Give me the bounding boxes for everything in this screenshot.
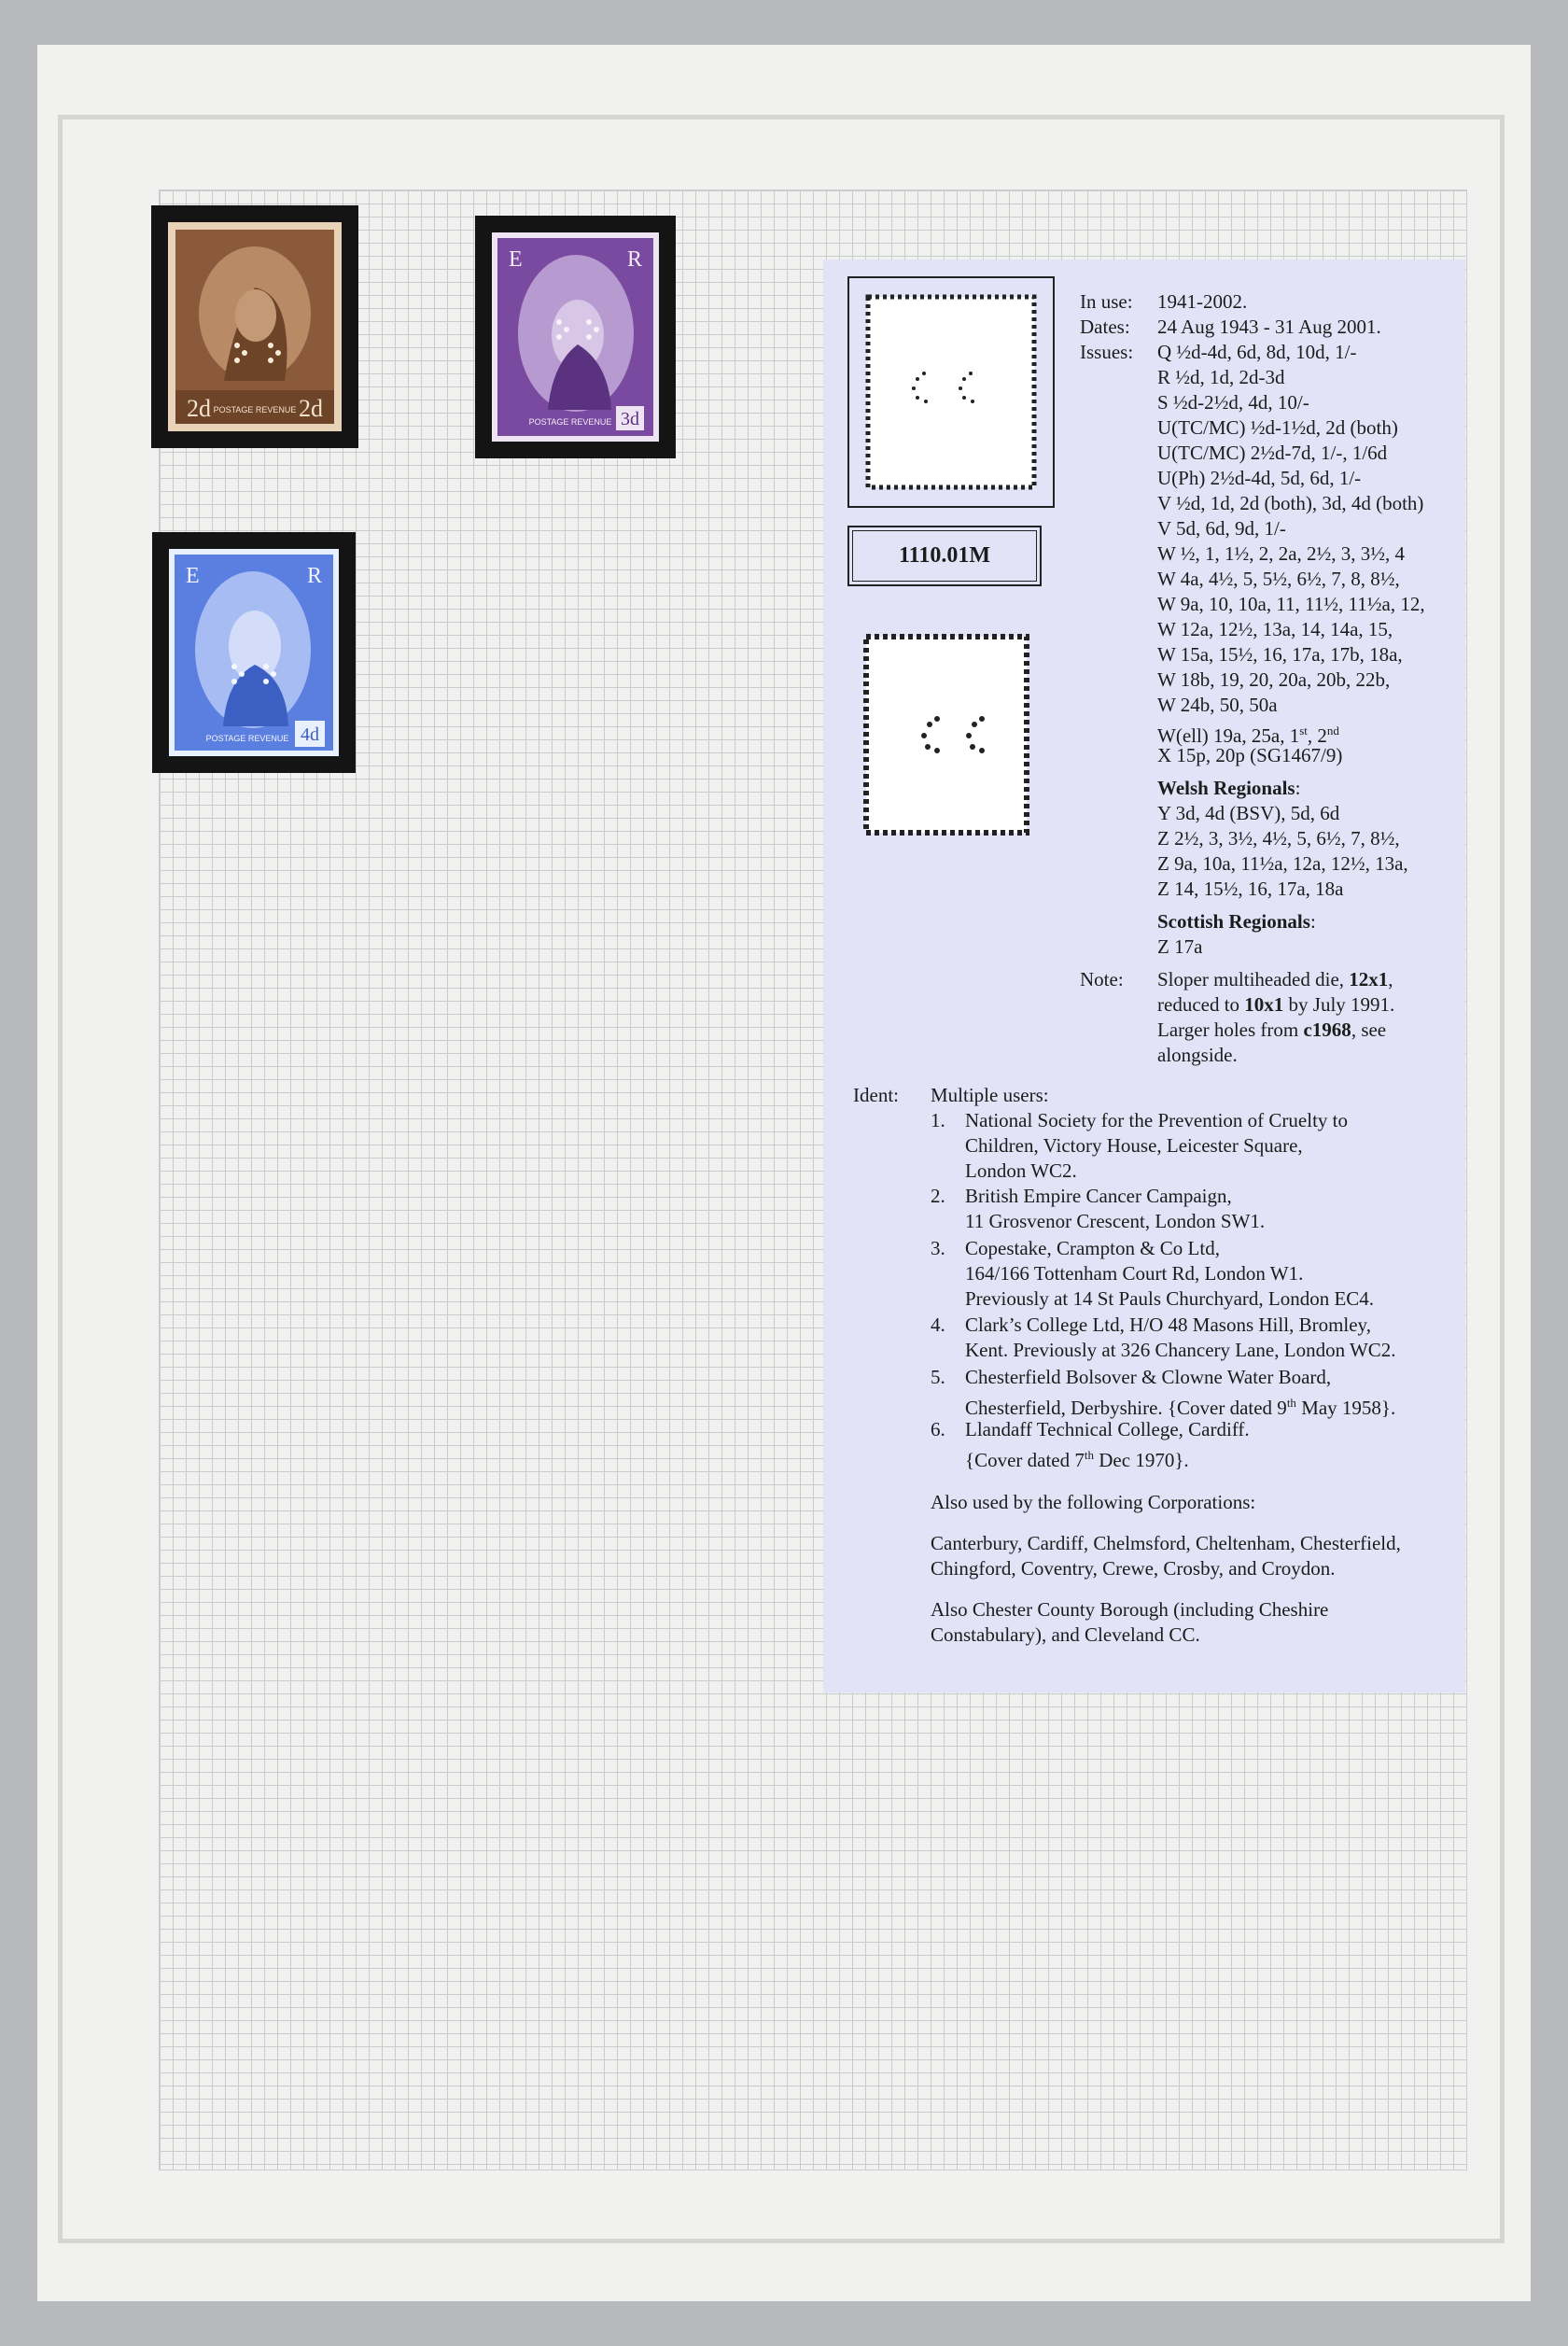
issue-line: W 18b, 19, 20, 20a, 20b, 22b, (1157, 668, 1391, 691)
user-number: 1. (931, 1109, 945, 1131)
stamp-letter-right: R (627, 247, 643, 272)
issue-line: W 12a, 12½, 13a, 14, 14a, 15, (1157, 618, 1393, 640)
dates-value: 24 Aug 1943 - 31 Aug 2001. (1157, 316, 1381, 338)
note-label: Note: (1080, 968, 1124, 990)
welsh-regionals-heading: Welsh Regionals: (1157, 777, 1301, 799)
user-line: Clark’s College Ltd, H/O 48 Masons Hill, Bromley, (965, 1313, 1371, 1336)
note-line: alongside. (1157, 1044, 1238, 1066)
perfin-diagram-large-holes (862, 633, 1030, 836)
corporations-line: Chingford, Coventry, Crewe, Crosby, and Croydon. (931, 1557, 1336, 1580)
stamp-mount (152, 532, 356, 773)
scottish-line: Z 17a (1157, 935, 1203, 958)
user-line: Chesterfield, Derbyshire. {Cover dated 9th May 1958}. (965, 1396, 1396, 1419)
issue-line: W 15a, 15½, 16, 17a, 17b, 18a, (1157, 643, 1403, 666)
stamp-mount (475, 216, 676, 458)
issue-line: W ½, 1, 1½, 2, 2a, 2½, 3, 3½, 4 (1157, 542, 1406, 565)
scottish-regionals-heading: Scottish Regionals: (1157, 910, 1316, 933)
stamp-letter-left: E (509, 247, 523, 272)
issue-line: V 5d, 6d, 9d, 1/- (1157, 517, 1286, 540)
user-number: 5. (931, 1366, 945, 1388)
note-line: Sloper multiheaded die, 12x1, (1157, 968, 1393, 990)
user-number: 2. (931, 1185, 945, 1207)
user-line: {Cover dated 7th Dec 1970}. (965, 1448, 1189, 1471)
issue-line: X 15p, 20p (SG1467/9) (1157, 744, 1343, 766)
ident-label: Ident: (853, 1084, 899, 1106)
user-line: Llandaff Technical College, Cardiff. (965, 1418, 1250, 1440)
in-use-label: In use: (1080, 290, 1133, 313)
user-number: 4. (931, 1313, 945, 1336)
stamp-denomination-right: 2d (299, 395, 323, 422)
welsh-line: Z 9a, 10a, 11½a, 12a, 12½, 13a, (1157, 852, 1408, 875)
user-number: 3. (931, 1237, 945, 1259)
user-line: London WC2. (965, 1159, 1077, 1182)
stamp-denomination-left: 2d (187, 395, 211, 422)
issue-line: W 4a, 4½, 5, 5½, 6½, 7, 8, 8½, (1157, 568, 1400, 590)
user-line: Copestake, Crampton & Co Ltd, (965, 1237, 1220, 1259)
perfin-catalog-code (847, 526, 1042, 586)
also-line: Constabulary), and Cleveland CC. (931, 1623, 1200, 1646)
user-line: Children, Victory House, Leicester Square, (965, 1134, 1303, 1157)
welsh-line: Z 14, 15½, 16, 17a, 18a (1157, 878, 1344, 900)
issue-line: U(TC/MC) ½d-1½d, 2d (both) (1157, 416, 1398, 439)
stamp-letter-left: E (186, 564, 200, 588)
corporations-line: Canterbury, Cardiff, Chelmsford, Cheltenham, Chesterfield, (931, 1532, 1401, 1554)
album-page (37, 45, 1531, 2301)
issue-line: V ½d, 1d, 2d (both), 3d, 4d (both) (1157, 492, 1424, 514)
user-line: Chesterfield Bolsover & Clowne Water Board, (965, 1366, 1332, 1388)
user-line: Previously at 14 St Pauls Churchyard, London EC4. (965, 1287, 1375, 1310)
stamp-mount (151, 205, 358, 448)
issue-line: U(Ph) 2½d-4d, 5d, 6d, 1/- (1157, 467, 1362, 489)
in-use-value: 1941-2002. (1157, 290, 1248, 313)
user-line: Kent. Previously at 326 Chancery Lane, London WC2. (965, 1339, 1396, 1361)
issues-label: Issues: (1080, 341, 1134, 363)
user-line: 164/166 Tottenham Court Rd, London W1. (965, 1262, 1304, 1285)
user-line: British Empire Cancer Campaign, (965, 1185, 1232, 1207)
stamp-label: POSTAGE REVENUE (528, 417, 612, 427)
user-line: National Society for the Prevention of Cruelty to (965, 1109, 1348, 1131)
also-line: Also Chester County Borough (including Cheshire (931, 1598, 1329, 1621)
stamp-label: POSTAGE REVENUE (213, 405, 297, 414)
user-line: 11 Grosvenor Crescent, London SW1. (965, 1210, 1266, 1232)
stamp-3d (492, 232, 659, 442)
welsh-line: Z 2½, 3, 3½, 4½, 5, 6½, 7, 8½, (1157, 827, 1400, 850)
perfin-info-panel (823, 260, 1465, 1693)
stamp-denomination: 3d (621, 409, 639, 429)
welsh-line: Y 3d, 4d (BSV), 5d, 6d (1157, 802, 1340, 824)
stamp-2d (168, 222, 342, 431)
ident-intro: Multiple users: (931, 1084, 1049, 1106)
note-line: Larger holes from c1968, see (1157, 1018, 1387, 1041)
dates-label: Dates: (1080, 316, 1130, 338)
issue-line: S ½d-2½d, 4d, 10/- (1157, 391, 1309, 414)
stamp-letter-right: R (307, 564, 323, 588)
catalog-code-text: 1110.01M (852, 530, 1037, 582)
stamp-4d (169, 549, 339, 756)
corporations-intro: Also used by the following Corporations: (931, 1491, 1256, 1513)
issue-line: R ½d, 1d, 2d-3d (1157, 366, 1285, 388)
issue-line: W 24b, 50, 50a (1157, 694, 1278, 716)
issue-line: Q ½d-4d, 6d, 8d, 10d, 1/- (1157, 341, 1357, 363)
note-line: reduced to 10x1 by July 1991. (1157, 993, 1395, 1016)
perfin-diagram-small-holes (847, 276, 1055, 508)
issue-line: W 9a, 10, 10a, 11, 11½, 11½a, 12, (1157, 593, 1425, 615)
stamp-denomination: 4d (301, 724, 319, 745)
stamp-label: POSTAGE REVENUE (205, 734, 289, 743)
issue-line: U(TC/MC) 2½d-7d, 1/-, 1/6d (1157, 442, 1388, 464)
issue-line-well: W(ell) 19a, 25a, 1st, 2nd (1157, 723, 1339, 747)
user-number: 6. (931, 1418, 945, 1440)
